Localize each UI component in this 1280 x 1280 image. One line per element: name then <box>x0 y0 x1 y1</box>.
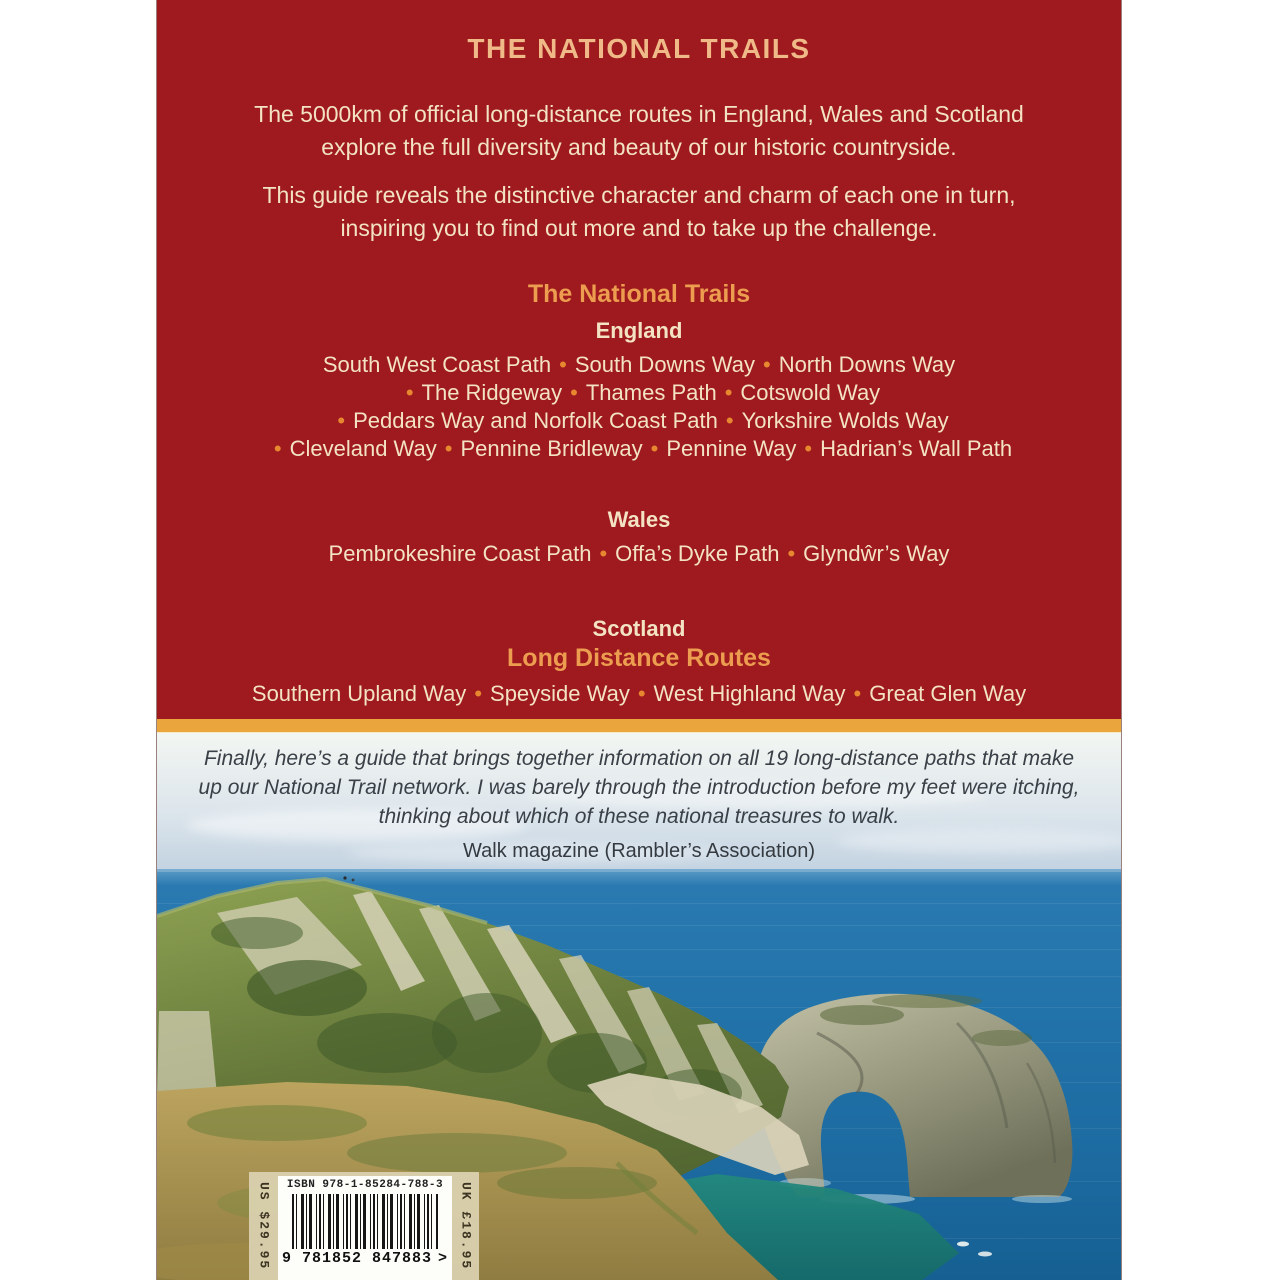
isbn-number: ISBN 978-1-85284-788-3 <box>286 1179 444 1191</box>
review-quote: Finally, here’s a guide that brings together information on all 19 long-distance paths that make up our National Trail network. I was barely through the introduction before my feet were itching, thinking about which of these national treasures to walk. <box>198 747 1080 828</box>
barcode-digits-line <box>282 1250 448 1267</box>
scotland-heading: Scotland <box>592 616 686 641</box>
england-trails-line-1: South West Coast Path • South Downs Way • North Downs Way <box>322 352 956 377</box>
cover-title: THE NATIONAL TRAILS <box>467 33 811 64</box>
wales-trails-line: Pembrokeshire Coast Path • Offa’s Dyke Path • Glyndŵr’s Way <box>328 541 950 566</box>
barcode-digits: 9 781852 847883 <box>282 1250 433 1267</box>
intro-paragraph-2: This guide reveals the distinctive character and charm of each one in turn, inspiring you to find out more and to take up the challenge. <box>262 182 1016 241</box>
wales-heading: Wales <box>607 507 671 532</box>
england-trails-line-4: • Cleveland Way • Pennine Bridleway • Pennine Way • Hadrian’s Wall Path <box>273 436 1013 461</box>
barcode-bars <box>292 1194 438 1249</box>
review-quote-block <box>157 744 1121 863</box>
barcode-panel <box>249 1172 479 1280</box>
barcode <box>278 1176 452 1280</box>
england-heading: England <box>595 318 683 343</box>
england-trails-line-3: • Peddars Way and Norfolk Coast Path • Yorkshire Wolds Way <box>337 408 949 433</box>
gold-divider <box>157 719 1121 733</box>
trails-list-heading: The National Trails <box>527 280 751 308</box>
price-us: US $29.95 <box>256 1182 272 1271</box>
price-uk: UK £18.95 <box>458 1182 474 1271</box>
red-panel <box>157 0 1121 719</box>
book-back-cover <box>157 0 1121 1280</box>
barcode-arrow: > <box>438 1250 449 1267</box>
intro-paragraph-1: The 5000km of official long-distance routes in England, Wales and Scotland explore the full diversity and beauty of our historic countryside. <box>254 101 1024 160</box>
cover-photo <box>157 733 1121 1280</box>
long-distance-routes-heading: Long Distance Routes <box>507 644 771 672</box>
england-trails-line-2: • The Ridgeway • Thames Path • Cotswold Way <box>405 380 881 405</box>
scotland-trails-line: Southern Upland Way • Speyside Way • West Highland Way • Great Glen Way <box>251 681 1027 706</box>
review-attribution: Walk magazine (Rambler’s Association) <box>463 840 815 862</box>
